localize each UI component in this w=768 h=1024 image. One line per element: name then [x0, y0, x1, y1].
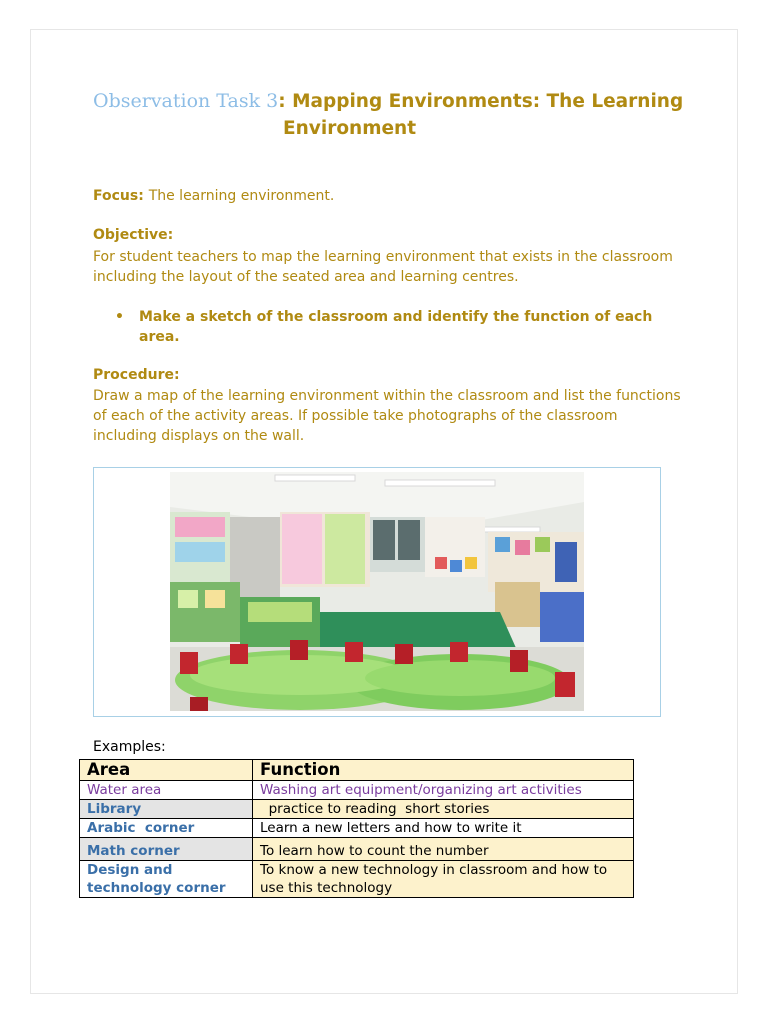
task-bullet: [115, 307, 675, 347]
area-cell: Water area: [80, 781, 253, 800]
objective-text: For student teachers to map the learning environment that exists in the classroom including the layout of the seated area and learning centres.: [93, 249, 673, 285]
table-header-row: [80, 760, 634, 781]
examples-table: [79, 759, 634, 898]
table-row: [80, 819, 634, 838]
focus-label: Focus:: [93, 188, 144, 204]
title-rest-line1: : Mapping Environments: The Learning: [278, 91, 684, 112]
title-lead: Observation Task 3: [93, 90, 279, 112]
function-cell: To know a new technology in classroom and how to use this technology: [253, 861, 634, 898]
area-cell: Design and technology corner: [80, 861, 253, 898]
table-row: [80, 861, 634, 898]
bullet-text: Make a sketch of the classroom and identify the function of each area.: [139, 309, 653, 345]
function-cell: practice to reading short stories: [253, 800, 634, 819]
procedure-text: Draw a map of the learning environment within the classroom and list the functions of each of the activity areas. If possible take photographs of the classroom including displays on the wall.: [93, 388, 681, 444]
title-rest-line2: Environment: [283, 118, 417, 139]
function-cell: Washing art equipment/organizing art activities: [253, 781, 634, 800]
table-row: [80, 838, 634, 861]
focus-line: [93, 188, 334, 204]
function-cell: To learn how to count the number: [253, 838, 634, 861]
examples-label: Examples:: [93, 739, 166, 755]
area-cell: Math corner: [80, 838, 253, 861]
objective-label: Objective:: [93, 227, 174, 243]
header-area: Area: [80, 760, 253, 781]
procedure-label: Procedure:: [93, 367, 180, 383]
function-cell: Learn a new letters and how to write it: [253, 819, 634, 838]
bullet-dot-icon: •: [115, 309, 124, 325]
area-cell: Arabic corner: [80, 819, 253, 838]
classroom-photo: [170, 472, 584, 711]
header-function: Function: [253, 760, 634, 781]
focus-value: The learning environment.: [148, 188, 335, 204]
table-row: [80, 800, 634, 819]
area-cell: Library: [80, 800, 253, 819]
photo-frame: [93, 467, 661, 717]
page-title: [93, 88, 693, 142]
table-row: [80, 781, 634, 800]
